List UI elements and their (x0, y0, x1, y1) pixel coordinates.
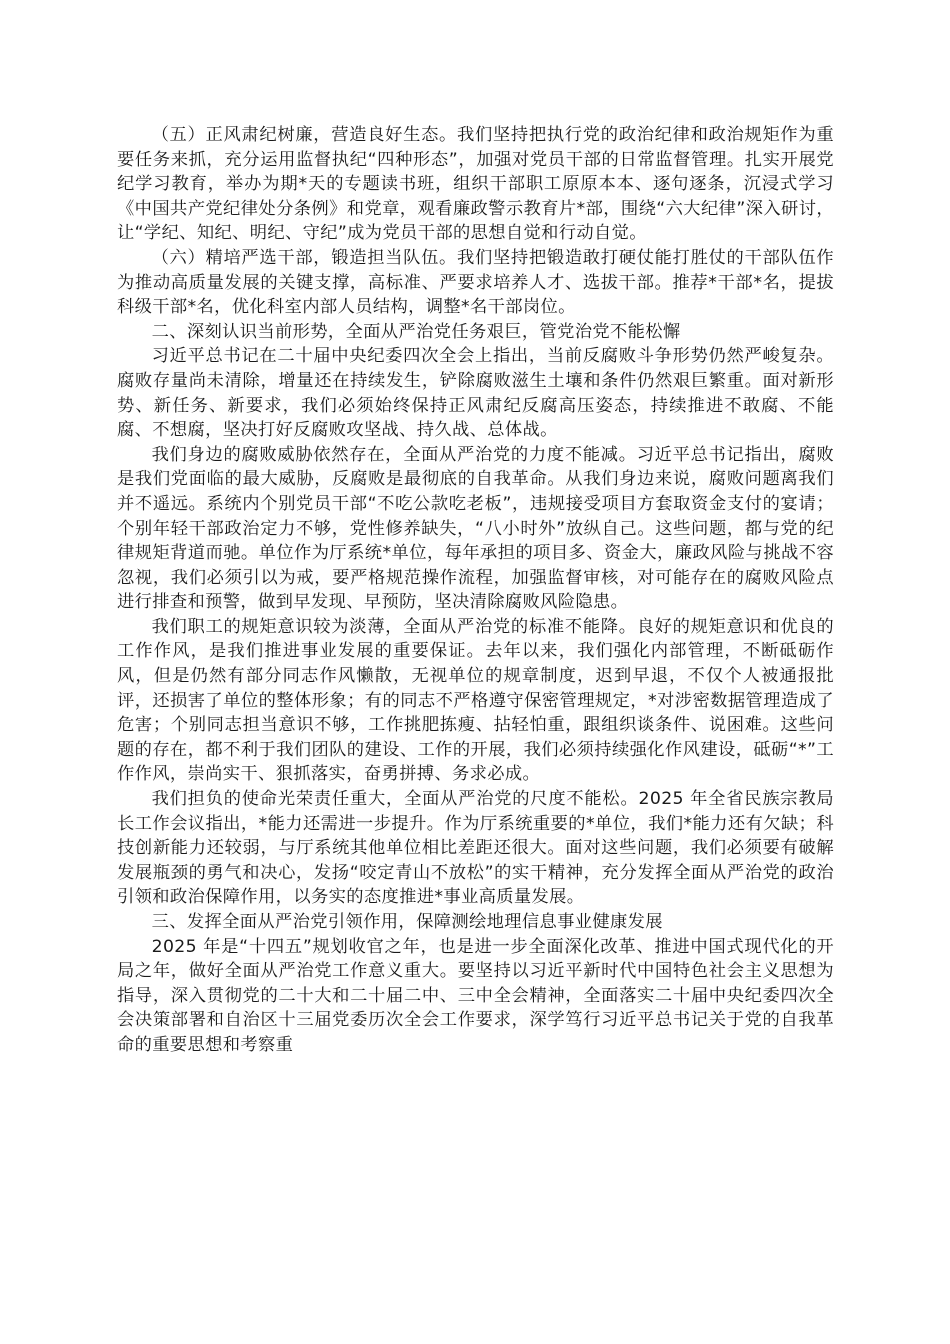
paragraph-anti-corruption-situation: 习近平总书记在二十届中央纪委四次全会上指出，当前反腐败斗争形势仍然严峻复杂。腐败存量尚未清除，增量还在持续发生，铲除腐败滋生土壤和条件仍然艰巨繁重。面对新形势、新任务、新要求，我们必须始终保持正风肃纪反腐高压姿态，持续推进不敢腐、不能腐、不想腐，坚决打好反腐败攻坚战、持久战、总体战。 (117, 346, 834, 441)
paragraph-mission-responsibility: 我们担负的使命光荣责任重大，全面从严治党的尺度不能松。2025 年全省民族宗教局长工作会议指出，*能力还需进一步提升。作为厅系统重要的*单位，我们*能力还有欠缺；科技创新能力还较弱，与厅系统其他单位相比差距还很大。面对这些问题，我们必须要有破解发展瓶颈的勇气和决心，发扬“咬定青山不放松”的实干精神，充分发挥全面从严治党的政治引领和政治保障作用，以务实的态度推进*事业高质量发展。 (117, 789, 834, 908)
paragraph-section-6: （六）精培严选干部，锻造担当队伍。我们坚持把锻造敢打硬仗能打胜仗的干部队伍作为推动高质量发展的关键支撑，高标准、严要求培养人才、选拔干部。推荐*干部*名，提拔科级干部*名，优化科室内部人员结构，调整*名干部岗位。 (117, 247, 834, 318)
paragraph-rule-awareness: 我们职工的规矩意识较为淡薄，全面从严治党的标准不能降。良好的规矩意识和优良的工作作风，是我们推进事业发展的重要保证。去年以来，我们强化内部管理，不断砥砺作风，但是仍然有部分同志作风懒散，无视单位的规章制度，迟到早退，不仅个人被通报批评，还损害了单位的整体形象；有的同志不严格遵守保密管理规定，*对涉密数据管理造成了危害；个别同志担当意识不够，工作挑肥拣瘦、拈轻怕重，跟组织谈条件、说困难。这些问题的存在，都不利于我们团队的建设、工作的开展，我们必须持续强化作风建设，砥砺“*”工作作风，崇尚实干、狠抓落实，奋勇拼搏、务求必成。 (117, 616, 834, 785)
paragraph-section-5: （五）正风肃纪树廉，营造良好生态。我们坚持把执行党的政治纪律和政治规矩作为重要任务来抓，充分运用监督执纪“四种形态”，加强对党员干部的日常监督管理。扎实开展党纪学习教育，举办为期*天的专题读书班，组织干部职工原原本本、逐句逐条，沉浸式学习《中国共产党纪律处分条例》和党章，观看廉政警示教育片*部，围绕“六大纪律”深入研讨，让“学纪、知纪、明纪、守纪”成为党员干部的思想自觉和行动自觉。 (117, 125, 834, 244)
section-heading-3: 三、发挥全面从严治党引领作用，保障测绘地理信息事业健康发展 (151, 912, 663, 932)
paragraph-2025-goals: 2025 年是“十四五”规划收官之年，也是进一步全面深化改革、推进中国式现代化的开局之年，做好全面从严治党工作意义重大。要坚持以习近平新时代中国特色社会主义思想为指导，深入贯彻党的二十大和二十届二中、三中全会精神，全面落实二十届中央纪委四次全会决策部署和自治区十三届党委历次全会工作要求，深学笃行习近平总书记关于党的自我革命的重要思想和考察重 (117, 936, 834, 1055)
section-heading-2: 二、深刻认识当前形势，全面从严治党任务艰巨，管党治党不能松懈 (151, 321, 681, 342)
document-page (117, 123, 834, 1058)
paragraph-corruption-threat: 我们身边的腐败威胁依然存在，全面从严治党的力度不能减。习近平总书记指出，腐败是我们党面临的最大威胁，反腐败是最彻底的自我革命。从我们身边来说，腐败问题离我们并不遥远。系统内个别党员干部“不吃公款吃老板”，违规接受项目方套取资金支付的宴请；个别年轻干部政治定力不够，党性修养缺失，“八小时外”放纵自己。这些问题，都与党的纪律规矩背道而驰。单位作为厅系统*单位，每年承担的项目多、资金大，廉政风险与挑战不容忽视，我们必须引以为戒，要严格规范操作流程，加强监督审核，对可能存在的腐败风险点进行排查和预警，做到早发现、早预防，坚决清除腐败风险隐患。 (117, 444, 834, 613)
